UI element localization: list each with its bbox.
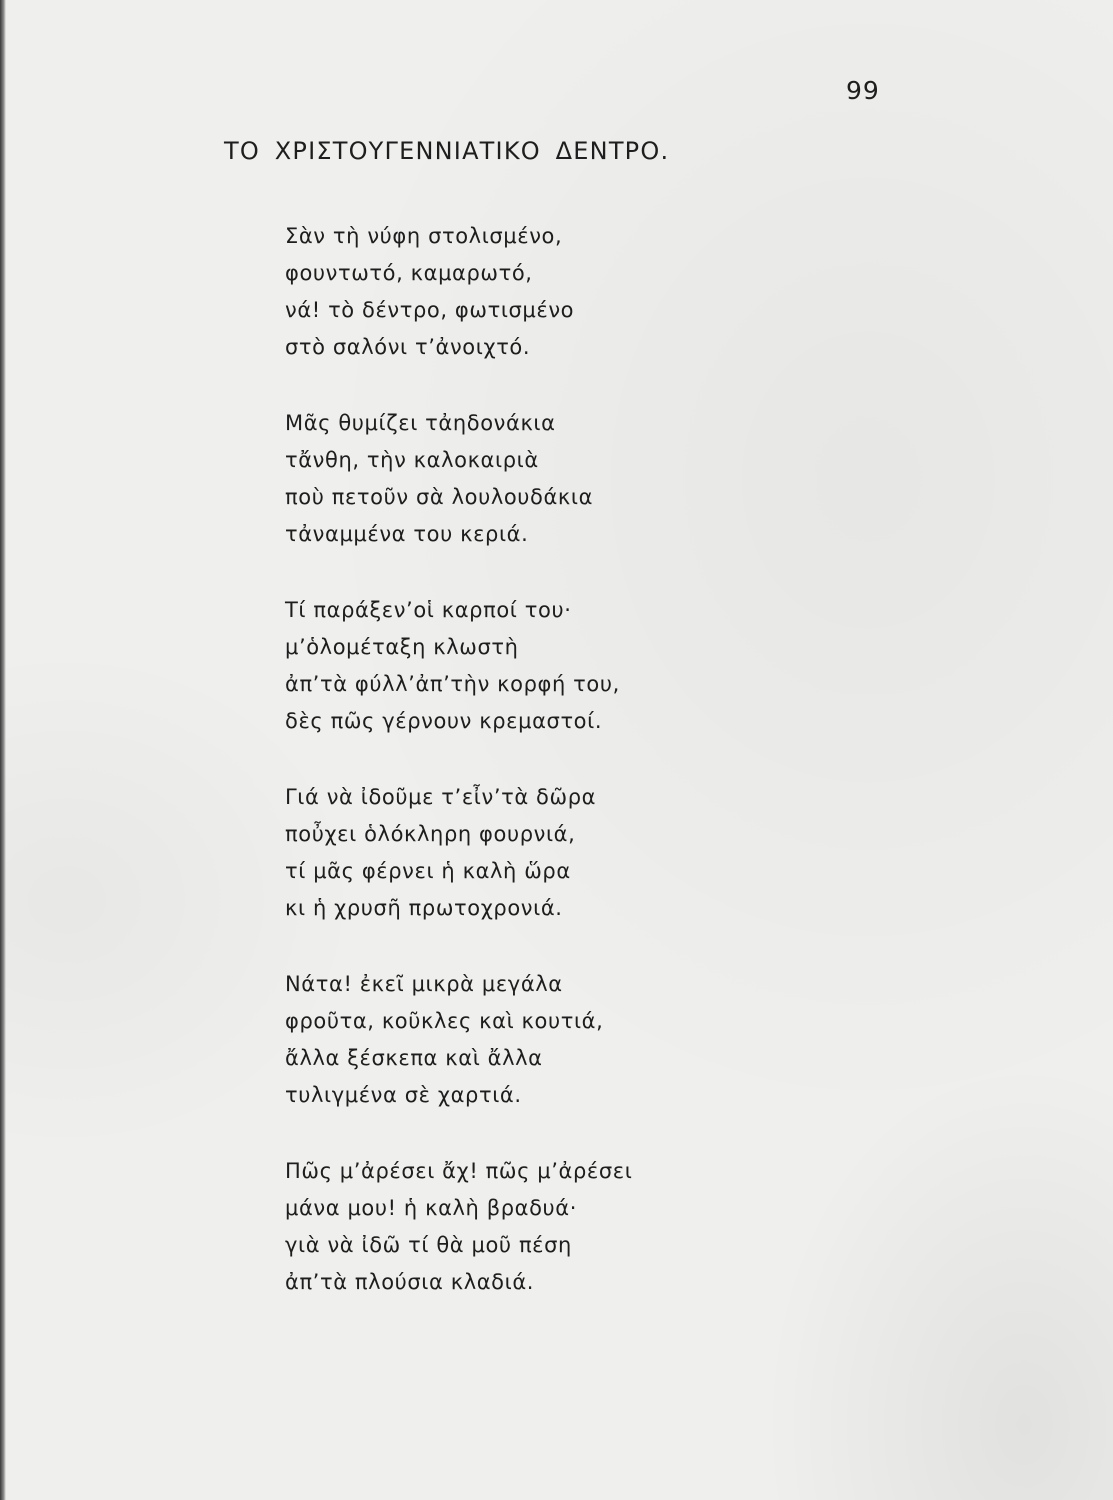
poem-line: τί μᾶς φέρνει ἡ καλὴ ὥρα [285,859,571,883]
poem-line: μάνα μου! ἡ καλὴ βραδυά· [285,1196,578,1220]
poem-line: τἄνθη, τὴν καλοκαιριὰ [285,448,539,472]
poem-line: στὸ σαλόνι τ’ἀνοιχτό. [285,335,531,359]
stanza [285,779,845,927]
poem-body [285,218,845,1340]
stanza [285,1153,845,1301]
poem-line: ἀπ’τὰ φύλλ’ἀπ’τὴν κορφή του, [285,672,620,696]
poem-line: φροῦτα, κοῦκλες καὶ κουτιά, [285,1009,604,1033]
poem-line: γιὰ νὰ ἰδῶ τί θὰ μοῦ πέση [285,1233,572,1257]
poem-title: ΤΟ ΧΡΙΣΤΟΥΓΕΝΝΙΑΤΙΚΟ ΔΕΝΤΡΟ. [224,137,670,165]
stanza [285,405,845,553]
poem-line: δὲς πῶς γέρνουν κρεμαστοί. [285,709,603,733]
poem-line: Νάτα! ἐκεῖ μικρὰ μεγάλα [285,972,563,996]
stanza [285,966,845,1114]
poem-line: ποὖχει ὁλόκληρη φουρνιά, [285,822,576,846]
page-number: 99 [846,76,880,105]
poem-line: Γιά νὰ ἰδοῦμε τ’εἶν’τὰ δῶρα [285,785,597,809]
poem-line: κι ἡ χρυσῆ πρωτοχρονιά. [285,896,563,920]
poem-line: ποὺ πετοῦν σὰ λουλουδάκια [285,485,594,509]
poem-line: Τί παράξεν’οἱ καρποί του· [285,598,572,622]
stanza [285,218,845,366]
poem-line: Μᾶς θυμίζει τἀηδονάκια [285,411,556,435]
poem-line: τἀναμμένα του κεριά. [285,522,529,546]
page-binding-edge [0,0,6,1500]
poem-line: τυλιγμένα σὲ χαρτιά. [285,1083,522,1107]
poem-line: φουντωτό, καμαρωτό, [285,261,533,285]
poem-line: Πῶς μ’ἀρέσει ἄχ! πῶς μ’ἀρέσει [285,1159,633,1183]
poem-line: μ’ὁλομέταξη κλωστὴ [285,635,519,659]
poem-line: ἀπ’τὰ πλούσια κλαδιά. [285,1270,535,1294]
poem-line: Σὰν τὴ νύφη στολισμένο, [285,224,563,248]
stanza [285,592,845,740]
poem-line: νά! τὸ δέντρο, φωτισμένο [285,298,575,322]
poem-line: ἄλλα ξέσκεπα καὶ ἄλλα [285,1046,543,1070]
